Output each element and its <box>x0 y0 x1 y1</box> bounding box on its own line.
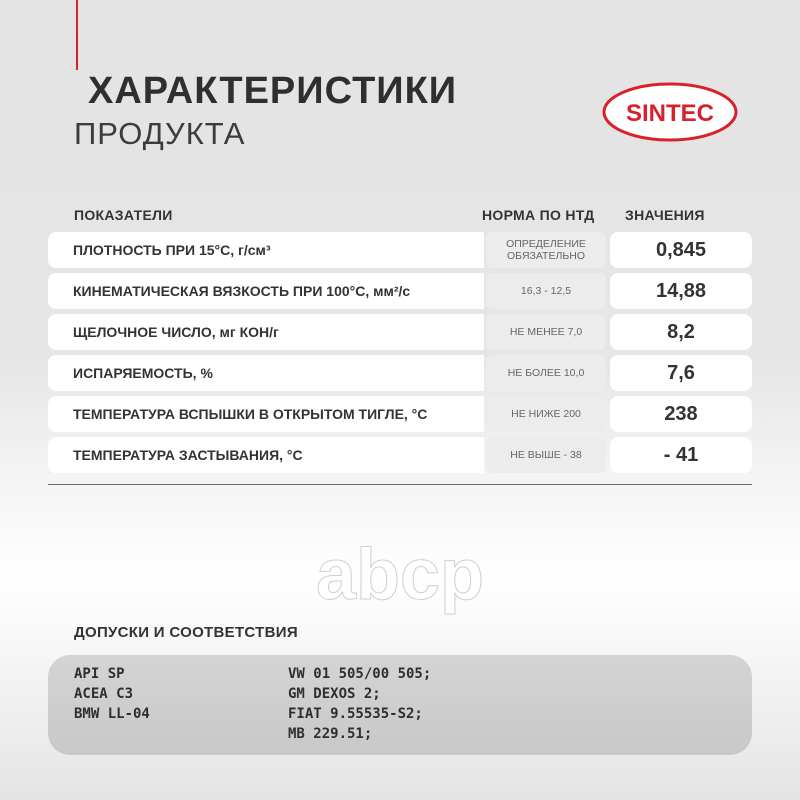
row-norm: ОПРЕДЕЛЕНИЕ ОБЯЗАТЕЛЬНО <box>486 232 606 268</box>
row-value: 8,2 <box>610 314 752 350</box>
approvals-left-list <box>74 664 150 724</box>
row-label: ИСПАРЯЕМОСТЬ, % <box>73 365 213 381</box>
row-label: ТЕМПЕРАТУРА ЗАСТЫВАНИЯ, °C <box>73 447 303 463</box>
abcp-watermark <box>300 545 500 615</box>
page-title: ХАРАКТЕРИСТИКИ <box>88 70 458 112</box>
row-label: ТЕМПЕРАТУРА ВСПЫШКИ В ОТКРЫТОМ ТИГЛЕ, °C <box>73 406 428 422</box>
column-header-value: ЗНАЧЕНИЯ <box>625 207 705 223</box>
table-row <box>48 232 752 268</box>
row-value: - 41 <box>610 437 752 473</box>
column-header-norm: НОРМА ПО НТД <box>482 207 595 223</box>
row-value: 7,6 <box>610 355 752 391</box>
row-norm: НЕ НИЖЕ 200 <box>486 396 606 432</box>
sintec-logo <box>600 80 740 144</box>
table-row <box>48 314 752 350</box>
approval-item: VW 01 505/00 505; <box>288 666 432 682</box>
approval-item: API SP <box>74 666 125 682</box>
row-value: 0,845 <box>610 232 752 268</box>
table-divider <box>48 484 752 485</box>
approval-item: MB 229.51; <box>288 726 373 742</box>
page-subtitle: ПРОДУКТА <box>74 116 246 151</box>
approval-item: GM DEXOS 2; <box>288 686 381 702</box>
row-norm: НЕ БОЛЕЕ 10,0 <box>486 355 606 391</box>
row-norm: НЕ ВЫШЕ - 38 <box>486 437 606 473</box>
accent-line <box>76 0 78 70</box>
row-norm: 16,3 - 12,5 <box>486 273 606 309</box>
approval-item: BMW LL-04 <box>74 706 150 722</box>
logo-text: SINTEC <box>625 100 715 127</box>
row-norm: НЕ МЕНЕЕ 7,0 <box>486 314 606 350</box>
approval-item: FIAT 9.55535-S2; <box>288 706 423 722</box>
table-row <box>48 273 752 309</box>
watermark-text: abcp <box>315 545 485 615</box>
table-row <box>48 355 752 391</box>
row-value: 238 <box>610 396 752 432</box>
table-row <box>48 396 752 432</box>
row-value: 14,88 <box>610 273 752 309</box>
approval-item: ACEA C3 <box>74 686 134 702</box>
row-label: КИНЕМАТИЧЕСКАЯ ВЯЗКОСТЬ ПРИ 100°C, мм²/с <box>73 283 411 299</box>
row-label: ПЛОТНОСТЬ ПРИ 15°C, г/см³ <box>73 242 271 258</box>
table-row <box>48 437 752 473</box>
approvals-right-list <box>288 664 431 744</box>
row-label: ЩЕЛОЧНОЕ ЧИСЛО, мг КОН/г <box>73 324 279 340</box>
approvals-title: ДОПУСКИ И СООТВЕТСТВИЯ <box>74 624 298 641</box>
column-header-param: ПОКАЗАТЕЛИ <box>74 207 173 223</box>
